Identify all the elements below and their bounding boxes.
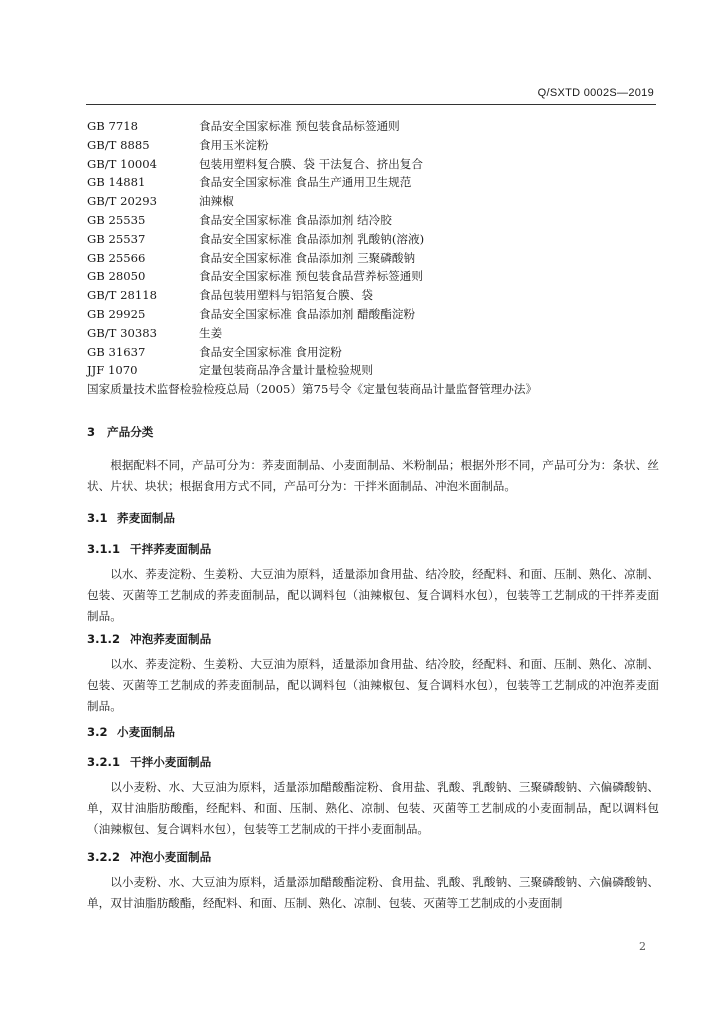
reference-title: 食品包装用塑料与铝箔复合膜、袋 bbox=[199, 288, 373, 303]
regulation-note: 国家质量技术监督检验检疫总局（2005）第75号令《定量包装商品计量监督管理办法》 bbox=[87, 382, 538, 397]
section-title: 冲泡小麦面制品 bbox=[130, 850, 212, 864]
section-3-2-heading bbox=[87, 724, 175, 740]
section-number: 3.2.2 bbox=[87, 850, 121, 864]
reference-row bbox=[87, 249, 667, 268]
reference-code: GB 25566 bbox=[87, 250, 146, 265]
reference-code: GB 7718 bbox=[87, 119, 138, 133]
reference-title: 包装用塑料复合膜、袋 干法复合、挤出复合 bbox=[199, 156, 423, 171]
section-title: 产品分类 bbox=[107, 425, 154, 439]
reference-row bbox=[87, 324, 667, 343]
section-3-2-1-heading bbox=[87, 754, 211, 770]
reference-row bbox=[87, 343, 667, 362]
paragraph: 以小麦粉、水、大豆油为原料，适量添加醋酸酯淀粉、食用盐、乳酸、乳酸钠、三聚磷酸钠、六偏磷酸钠、单，双甘油脂肪酸酯，经配料、和面、压制、熟化、凉制、包装、灭菌等工艺制成的小麦面制品，配以调料包（油辣椒包、复合调料水包），包装等工艺制成的干拌小麦面制品。 bbox=[87, 780, 659, 836]
reference-row bbox=[87, 173, 667, 192]
reference-title: 食品安全国家标准 食品添加剂 醋酸酯淀粉 bbox=[199, 306, 416, 321]
paragraph: 根据配料不同，产品可分为：荞麦面制品、小麦面制品、米粉制品；根据外形不同，产品可分为：条状、丝状、片状、块状；根据食用方式不同，产品可分为：干拌米面制品、冲泡米面制品。 bbox=[87, 458, 659, 493]
reference-row bbox=[87, 192, 667, 211]
section-3-2-1-body bbox=[87, 777, 659, 840]
page-number: 2 bbox=[639, 940, 646, 953]
reference-title: 食品安全国家标准 食品添加剂 三聚磷酸钠 bbox=[199, 250, 416, 265]
reference-title: 油辣椒 bbox=[199, 194, 234, 209]
paragraph: 以小麦粉、水、大豆油为原料，适量添加醋酸酯淀粉、食用盐、乳酸、乳酸钠、三聚磷酸钠、六偏磷酸钠、单，双甘油脂肪酸酯，经配料、和面、压制、熟化、凉制、包装、灭菌等工艺制成的小麦面制 bbox=[87, 875, 659, 910]
reference-title: 食品安全国家标准 预包装食品标签通则 bbox=[199, 119, 400, 133]
document-code: Q/SXTD 0002S—2019 bbox=[537, 87, 654, 99]
section-3-1-1-body bbox=[87, 564, 659, 627]
section-3-heading bbox=[87, 424, 153, 440]
reference-code: GB 29925 bbox=[87, 306, 146, 321]
section-3-1-heading bbox=[87, 510, 175, 526]
section-3-body bbox=[87, 455, 659, 497]
section-3-1-2-heading bbox=[87, 631, 211, 647]
reference-row bbox=[87, 117, 667, 136]
reference-title: 食品安全国家标准 食品添加剂 乳酸钠(溶液) bbox=[199, 231, 425, 246]
section-title: 冲泡荞麦面制品 bbox=[130, 632, 212, 646]
reference-title: 食品安全国家标准 食品生产通用卫生规范 bbox=[199, 175, 412, 190]
normative-references bbox=[87, 117, 667, 399]
reference-row bbox=[87, 136, 667, 155]
reference-row bbox=[87, 286, 667, 305]
reference-row bbox=[87, 230, 667, 249]
reference-row bbox=[87, 361, 667, 380]
reference-title: 食用玉米淀粉 bbox=[199, 137, 269, 152]
section-title: 干拌荞麦面制品 bbox=[130, 542, 212, 556]
section-3-1-2-body bbox=[87, 654, 659, 717]
reference-row bbox=[87, 267, 667, 286]
reference-code: GB/T 30383 bbox=[87, 325, 157, 340]
reference-code: GB/T 20293 bbox=[87, 194, 157, 209]
section-number: 3.2.1 bbox=[87, 755, 121, 769]
paragraph: 以水、荞麦淀粉、生姜粉、大豆油为原料，适量添加食用盐、结冷胶，经配料、和面、压制、熟化、凉制、包装、灭菌等工艺制成的荞麦面制品，配以调料包（油辣椒包、复合调料水包），包装等工艺制成的干拌荞麦面制品。 bbox=[87, 567, 659, 623]
reference-code: GB 25537 bbox=[87, 231, 146, 246]
section-number: 3.1.1 bbox=[87, 542, 121, 556]
reference-code: GB 14881 bbox=[87, 175, 146, 190]
paragraph: 以水、荞麦淀粉、生姜粉、大豆油为原料，适量添加食用盐、结冷胶，经配料、和面、压制、熟化、凉制、包装、灭菌等工艺制成的荞麦面制品，配以调料包（油辣椒包、复合调料水包），包装等工艺制成的冲泡荞麦面制品。 bbox=[87, 657, 659, 713]
reference-title: 定量包装商品净含量计量检验规则 bbox=[199, 363, 373, 378]
reference-row bbox=[87, 155, 667, 174]
section-number: 3.1 bbox=[87, 511, 108, 525]
reference-code: GB/T 8885 bbox=[87, 137, 150, 152]
reference-code: GB/T 28118 bbox=[87, 288, 157, 303]
reference-code: JJF 1070 bbox=[87, 363, 138, 378]
reference-code: GB 31637 bbox=[87, 344, 146, 359]
reference-title: 食品安全国家标准 食用淀粉 bbox=[199, 344, 342, 359]
reference-code: GB 28050 bbox=[87, 269, 146, 284]
header-rule bbox=[86, 104, 656, 105]
section-3-1-1-heading bbox=[87, 541, 211, 557]
reference-row bbox=[87, 305, 667, 324]
section-number: 3 bbox=[87, 425, 96, 439]
section-number: 3.2 bbox=[87, 725, 108, 739]
reference-title: 食品安全国家标准 预包装食品营养标签通则 bbox=[199, 269, 423, 284]
section-title: 小麦面制品 bbox=[117, 725, 175, 739]
section-number: 3.1.2 bbox=[87, 632, 121, 646]
section-3-2-2-heading bbox=[87, 849, 211, 865]
section-3-2-2-body bbox=[87, 872, 659, 914]
section-title: 荞麦面制品 bbox=[117, 511, 175, 525]
reference-code: GB/T 10004 bbox=[87, 156, 157, 171]
reference-title: 食品安全国家标准 食品添加剂 结冷胶 bbox=[199, 212, 392, 227]
reference-row bbox=[87, 211, 667, 230]
reference-code: GB 25535 bbox=[87, 212, 146, 227]
reference-title: 生姜 bbox=[199, 325, 223, 340]
section-title: 干拌小麦面制品 bbox=[130, 755, 212, 769]
